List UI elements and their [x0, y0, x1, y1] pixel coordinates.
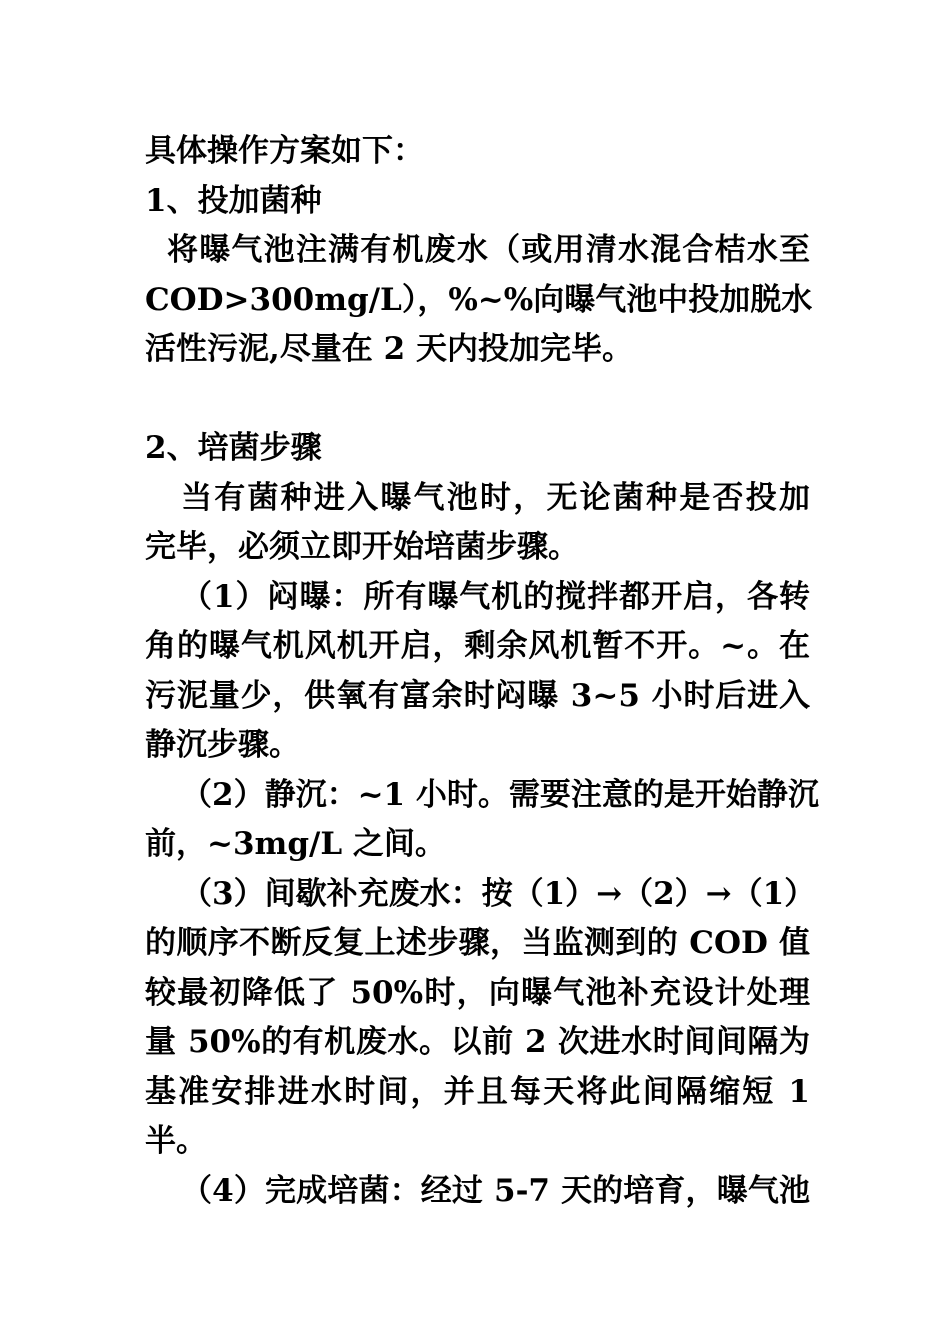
- blank-line: [145, 375, 810, 425]
- section1-paragraph-line: COD>300mg/L），%~%向曝气池中投加脱水: [145, 281, 813, 318]
- step1-line: 静沉步骤。: [145, 727, 300, 763]
- step3-line: （3）间歇补充废水：按（1）→（2）→（1）: [181, 875, 816, 912]
- section2-intro-line: 完毕，必须立即开始培菌步骤。: [145, 529, 579, 565]
- step3-line: 半。: [145, 1123, 207, 1159]
- section2-intro-line: 当有菌种进入曝气池时，无论菌种是否投加: [181, 479, 810, 516]
- step3-line: 的顺序不断反复上述步骤，当监测到的 COD 值: [145, 925, 810, 961]
- step2-line: 前，~3mg/L 之间。: [145, 826, 446, 862]
- step3-line: 较最初降低了 50%时，向曝气池补充设计处理: [145, 974, 810, 1011]
- step3-line: 基准安排进水时间，并且每天将此间隔缩短 1: [145, 1073, 810, 1110]
- step4-line: （4）完成培菌：经过 5-7 天的培育，曝气池: [181, 1172, 810, 1209]
- step1-line: （1）闷曝：所有曝气机的搅拌都开启，各转: [181, 578, 810, 615]
- section1-paragraph-line: 活性污泥,尽量在 2 天内投加完毕。: [145, 331, 633, 367]
- intro-text: 具体操作方案如下：: [145, 133, 424, 169]
- step3-line: 量 50%的有机废水。以前 2 次进水时间间隔为: [145, 1024, 810, 1060]
- section1-paragraph-line: 将曝气池注满有机废水（或用清水混合桔水至: [167, 232, 810, 268]
- step1-line: 污泥量少，供氧有富余时闷曝 3~5 小时后进入: [145, 677, 810, 714]
- section1-heading: 1、投加菌种: [145, 182, 322, 219]
- document-body: [145, 127, 819, 1216]
- section2-heading: 2、培菌步骤: [145, 430, 322, 466]
- step1-line: 角的曝气机风机开启，剩余风机暂不开。~。在: [145, 628, 810, 664]
- step2-line: （2）静沉：~1 小时。需要注意的是开始静沉: [181, 776, 819, 813]
